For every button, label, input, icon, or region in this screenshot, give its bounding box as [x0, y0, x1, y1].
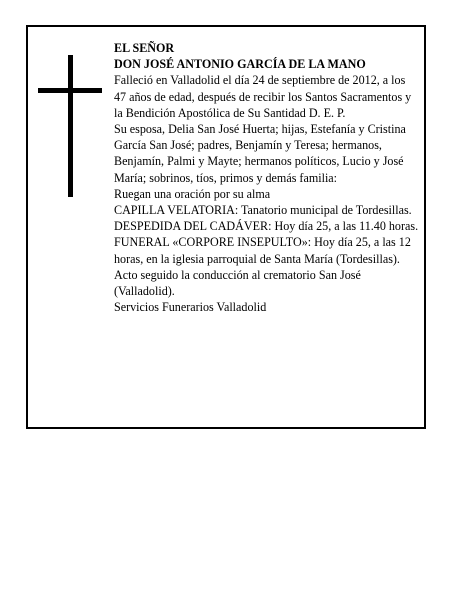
deceased-title: EL SEÑOR — [114, 41, 175, 55]
family-paragraph: Su esposa, Delia San José Huerta; hijas, Estefanía y Cristina García San José; padres, Benjamín y Teresa; hermanos, Benjamín, Palmi y Mayte; hermanos políticos, Lucio y José María; sobrinos, tíos, primos y demás familia: — [114, 122, 406, 185]
funeral-paragraph: FUNERAL «CORPORE INSEPULTO»: Hoy día 25, a las 12 horas, en la iglesia parroquial de Santa María (Tordesillas). Acto seguido la conducción al crematorio San José (Valladolid). — [114, 235, 411, 299]
deceased-name: DON JOSÉ ANTONIO GARCÍA DE LA MANO — [114, 57, 366, 72]
wake-paragraph: CAPILLA VELATORIA: Tanatorio municipal de Tordesillas. DESPEDIDA DEL CADÁVER: Hoy día 25, a las 11.40 horas. — [114, 203, 419, 234]
death-notice-paragraph: Falleció en Valladolid el día 24 de septiembre de 2012, a los 47 años de edad, después de recibir los Santos Sacramentos y la Bendición Apostólica de Su Santidad D. E. P. — [114, 73, 412, 120]
funeral-services-name: Servicios Funerarios Valladolid — [114, 300, 267, 315]
prayer-request: Ruegan una oración por su alma — [114, 186, 271, 201]
obituary-notice — [26, 25, 426, 429]
notice-text — [114, 40, 420, 315]
cross-horizontal-bar — [38, 88, 102, 93]
cross-vertical-bar — [68, 55, 73, 197]
